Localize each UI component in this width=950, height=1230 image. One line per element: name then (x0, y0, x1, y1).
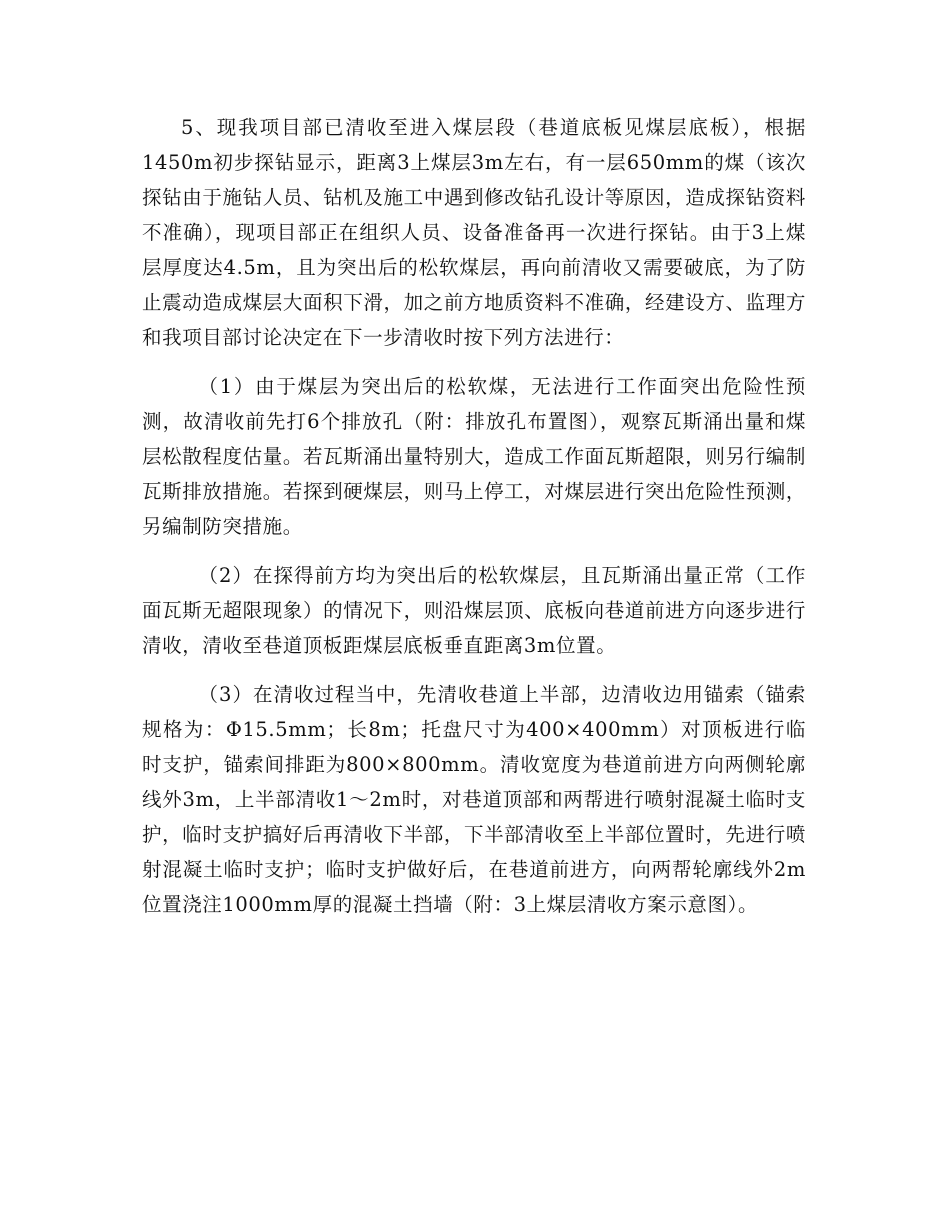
document-body (142, 110, 806, 922)
paragraph-item-2: （2）在探得前方均为突出后的松软煤层，且瓦斯涌出量正常（工作面瓦斯无超限现象）的情况下，则沿煤层顶、底板向巷道前进方向逐步进行清收，清收至巷道顶板距煤层底板垂直距离3m位置。 (142, 564, 806, 657)
paragraph-item-1: （1）由于煤层为突出后的松软煤，无法进行工作面突出危险性预测，故清收前先打6个排放孔（附：排放孔布置图），观察瓦斯涌出量和煤层松散程度估量。若瓦斯涌出量特别大，造成工作面瓦斯超限，则另行编制瓦斯排放措施。若探到硬煤层，则马上停工，对煤层进行突出危险性预测，另编制防突措施。 (142, 375, 806, 538)
paragraph-section-5: 5、现我项目部已清收至进入煤层段（巷道底板见煤层底板），根据1450m初步探钻显示，距离3上煤层3m左右，有一层650mm的煤（该次探钻由于施钻人员、钻机及施工中遇到修改钻孔设计等原因，造成探钻资料不准确），现项目部正在组织人员、设备准备再一次进行探钻。由于3上煤层厚度达4.5m，且为突出后的松软煤层，再向前清收又需要破底，为了防止震动造成煤层大面积下滑，加之前方地质资料不准确，经建设方、监理方和我项目部讨论决定在下一步清收时按下列方法进行： (142, 116, 806, 349)
paragraph-item-3: （3）在清收过程当中，先清收巷道上半部，边清收边用锚索（锚索规格为：Φ15.5mm；长8m；托盘尺寸为400×400mm）对顶板进行临时支护，锚索间排距为800×800mm。清收宽度为巷道前进方向两侧轮廓线外3m，上半部清收1～2m时，对巷道顶部和两帮进行喷射混凝土临时支护，临时支护搞好后再清收下半部，下半部清收至上半部位置时，先进行喷射混凝土临时支护；临时支护做好后，在巷道前进方，向两帮轮廓线外2m位置浇注1000mm厚的混凝土挡墙（附：3上煤层清收方案示意图）。 (142, 683, 806, 916)
